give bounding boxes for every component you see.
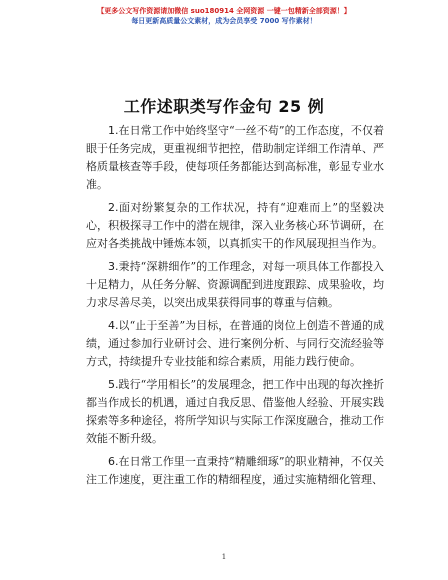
paragraph-3 xyxy=(86,258,384,312)
paragraph-text: 秉持“深耕细作”的工作理念，对每一项具体工作都投入十足精力，从任务分解、资源调配到进度跟踪、成果验收，均力求尽善尽美，以突出成果获得同事的尊重与信赖。 xyxy=(86,260,384,309)
paragraph-text: 践行“学用相长”的发展理念，把工作中出现的每次挫折都当作成长的机遇，通过自我反思、借鉴他人经验、开展实践探索等多种途径，将所学知识与实际工作深度融合，推动工作效能不断升级。 xyxy=(86,378,384,445)
paragraph-number: 2. xyxy=(108,201,119,214)
page-number: 1 xyxy=(221,553,227,561)
paragraph-number: 4. xyxy=(108,319,119,332)
document-body xyxy=(86,122,384,494)
paragraph-5 xyxy=(86,376,384,448)
paragraph-6 xyxy=(86,453,384,489)
promo-banner-line-2[interactable]: 每日更新高质量公文素材，成为会员享受 7000 写作素材！ xyxy=(131,17,317,25)
paragraph-text: 以“止于至善”为目标，在普通的岗位上创造不普通的成绩，通过参加行业研讨会、进行案例分析、与同行交流经验等方式，持续提升专业技能和综合素质，用能力践行使命。 xyxy=(86,319,384,368)
paragraph-text: 在日常工作中始终坚守“一丝不苟”的工作态度，不仅着眼于任务完成，更重视细节把控，借助制定详细工作清单、严格质量核查等手段，使每项任务都能达到高标准，彰显专业水准。 xyxy=(86,124,384,191)
paragraph-number: 6. xyxy=(108,455,119,468)
paragraph-2 xyxy=(86,199,384,253)
paragraph-text: 在日常工作里一直秉持“精雕细琢”的职业精神，不仅关注工作速度，更注重工作的精细程度，通过实施精细化管理、 xyxy=(86,455,384,486)
paragraph-text: 面对纷繁复杂的工作状况，持有“迎难而上”的坚毅决心，积极探寻工作中的潜在规律，深入业务核心环节调研，在应对各类挑战中锤炼本领，以真抓实干的作风展现担当作为。 xyxy=(86,201,384,250)
document-title: 工作述职类写作金句 25 例 xyxy=(123,97,325,116)
paragraph-number: 1. xyxy=(108,124,119,137)
paragraph-number: 3. xyxy=(108,260,119,273)
promo-banner xyxy=(0,6,448,26)
paragraph-1 xyxy=(86,122,384,194)
paragraph-4 xyxy=(86,317,384,371)
paragraph-number: 5. xyxy=(108,378,119,391)
promo-banner-line-1[interactable]: 【更多公文写作资源请加微信 suo180914 全网资源 一键一包精新全部资源！】 xyxy=(97,7,351,15)
